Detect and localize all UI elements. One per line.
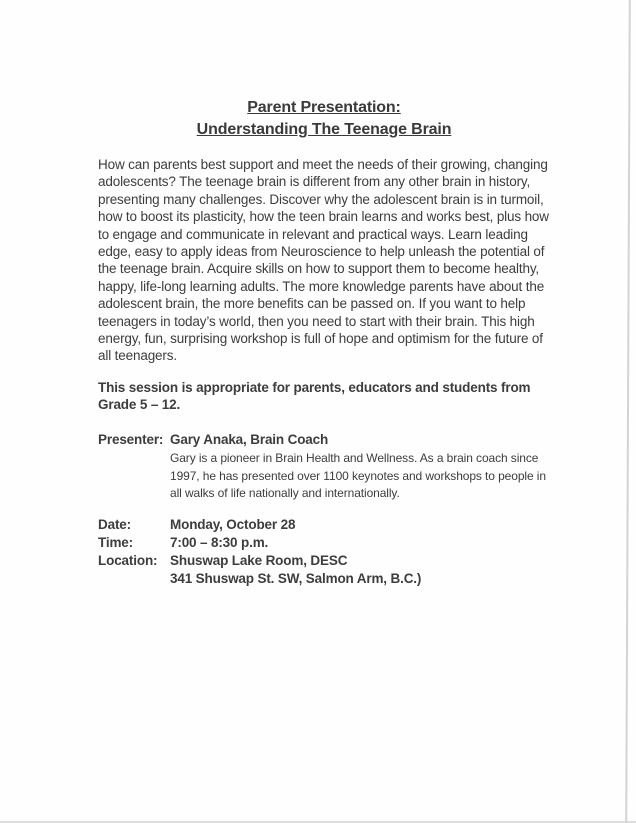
date-label: Date: [98,516,132,532]
location-value-line2: 341 Shuswap St. SW, Salmon Arm, B.C.) [170,571,422,587]
flyer-content [98,97,550,588]
event-details-section [98,516,550,589]
time-value: 7:00 – 8:30 p.m. [170,534,269,550]
detail-row-time [98,534,550,552]
detail-row-date [98,516,550,534]
presenter-section [98,431,550,503]
presenter-name: Gary Anaka, Brain Coach [170,432,329,448]
time-label: Time: [98,534,134,550]
title-line-2: Understanding The Teenage Brain [196,121,452,138]
presenter-bio: Gary is a pioneer in Brain Health and Wellness. As a brain coach since 1997, he has presented over 1100 keynotes and workshops to people in all walks of life nationally and internationally. [170,451,546,501]
title-line-1: Parent Presentation: [247,99,401,116]
scan-artifact-right-edge [625,0,631,823]
location-value-line1: Shuswap Lake Room, DESC [170,552,348,568]
session-audience-note: This session is appropriate for parents, educators and students from Grade 5 – 12. [98,379,531,413]
page-title [98,97,550,141]
detail-row-location [98,552,550,570]
date-value: Monday, October 28 [170,516,296,532]
intro-paragraph: How can parents best support and meet the needs of their growing, changing adolescents? The teenage brain is different from any other brain in history, presenting many challenges. Discover why the adolescent brain is in turmoil, how to boost its plasticity, how the teen brain learns and works best, plus how to engage and communicate in relevant and practical ways. Learn leading edge, easy to apply ideas from Neuroscience to help unleash the potential of the teenage brain. Acquire skills on how to support them to become healthy, happy, life-long learning adults. The more knowledge parents have about the adolescent brain, the more benefits can be passed on. If you want to help teenagers in today’s world, then you need to start with their brain. This high energy, fun, surprising workshop is full of hope and optimism for the future of all teenagers. [98,157,549,364]
presenter-row [98,431,550,449]
location-label: Location: [98,552,158,568]
presenter-label: Presenter: [98,432,164,448]
